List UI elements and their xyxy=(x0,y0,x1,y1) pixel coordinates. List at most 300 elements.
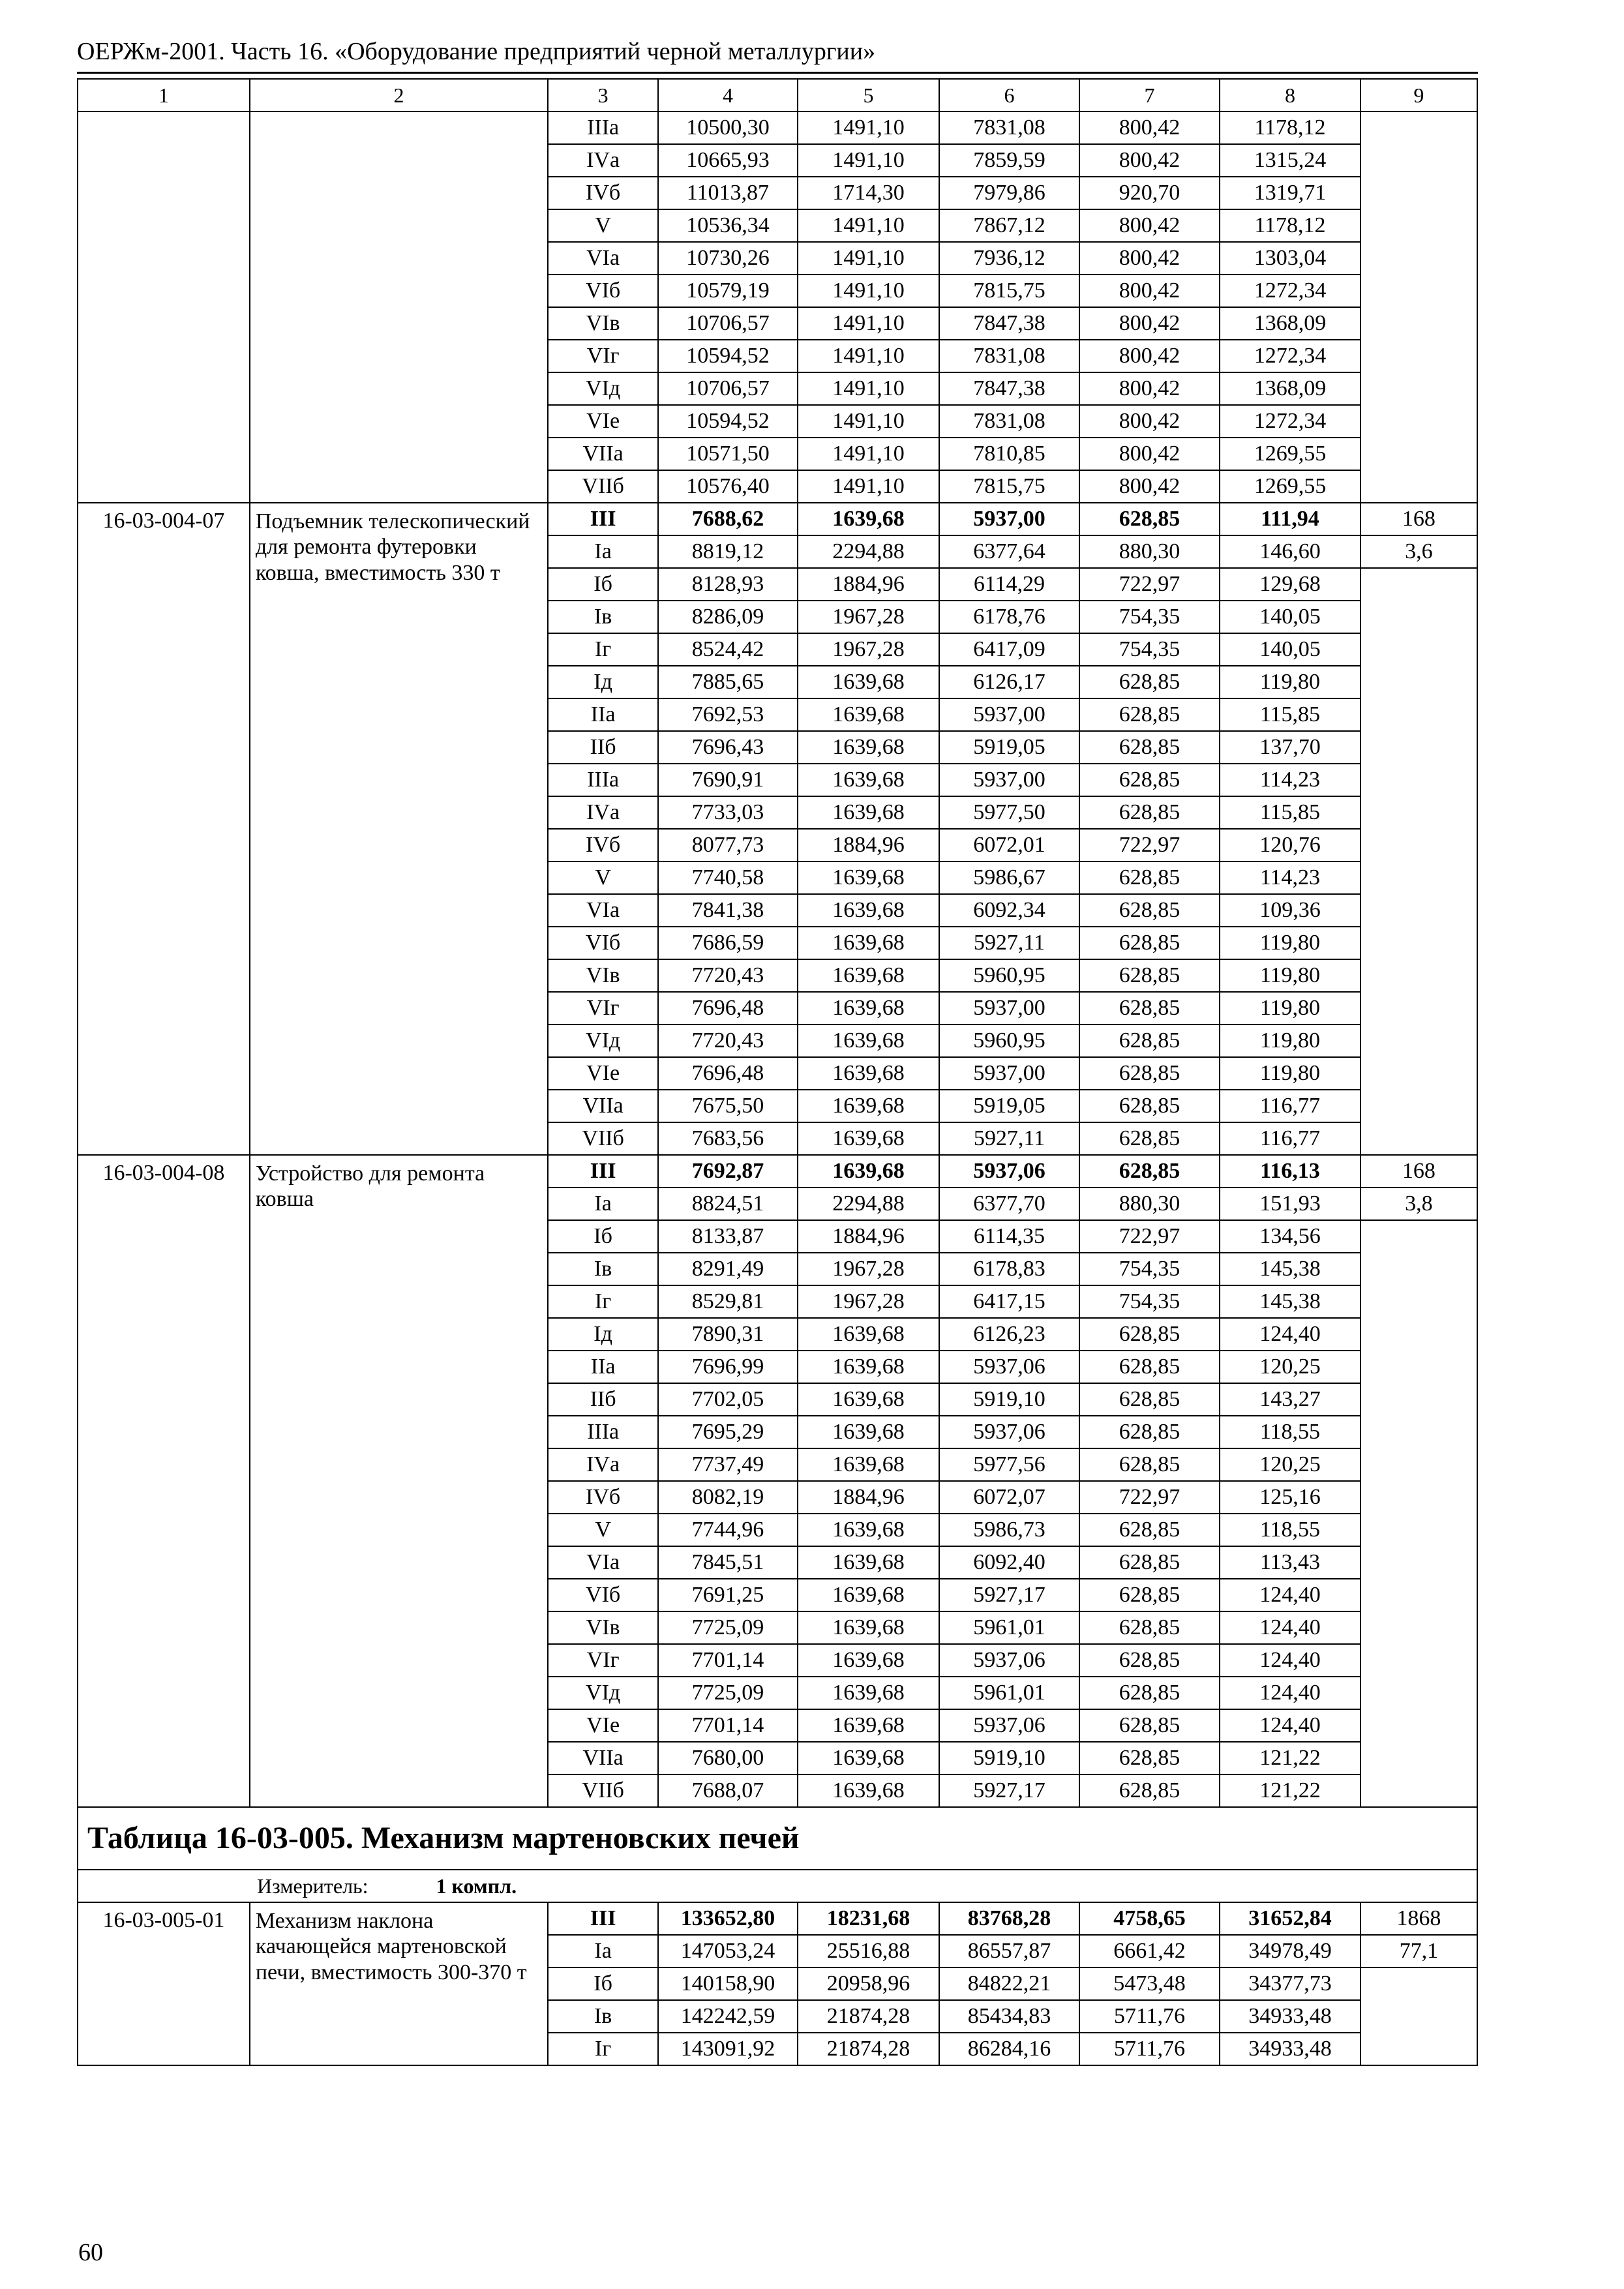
value-cell: 120,25 xyxy=(1220,1351,1361,1383)
value-cell: 722,97 xyxy=(1079,1481,1220,1514)
value-cell: 800,42 xyxy=(1079,438,1220,470)
zone-cell: IVа xyxy=(548,144,658,177)
zone-cell: Iг xyxy=(548,1285,658,1318)
value-cell: 86284,16 xyxy=(939,2033,1079,2065)
value-cell: 1178,12 xyxy=(1220,112,1361,144)
value-cell: 628,85 xyxy=(1079,1122,1220,1155)
zone-cell: Iв xyxy=(548,2000,658,2033)
value-cell: 628,85 xyxy=(1079,1677,1220,1709)
zone-cell: Iд xyxy=(548,1318,658,1351)
col9-coef: 77,1 xyxy=(1361,1935,1477,1967)
value-cell: 628,85 xyxy=(1079,1644,1220,1677)
value-cell: 5937,00 xyxy=(939,992,1079,1025)
value-cell: 5927,17 xyxy=(939,1774,1079,1807)
table-row xyxy=(78,144,1477,177)
zone-cell: Iг xyxy=(548,633,658,666)
value-cell: 5960,95 xyxy=(939,1025,1079,1057)
value-cell: 10730,26 xyxy=(658,242,797,275)
value-cell: 1491,10 xyxy=(798,340,940,372)
value-cell: 10594,52 xyxy=(658,340,797,372)
price-table xyxy=(77,78,1478,2066)
table-row xyxy=(78,275,1477,307)
value-cell: 1639,68 xyxy=(798,1579,940,1611)
value-cell: 7847,38 xyxy=(939,372,1079,405)
value-cell: 628,85 xyxy=(1079,698,1220,731)
value-cell: 115,85 xyxy=(1220,796,1361,829)
item-name: Механизм наклона качающейся мартеновской печи, вместимость 300-370 т xyxy=(250,1902,548,2065)
value-cell: 1967,28 xyxy=(798,1253,940,1285)
col9-cell xyxy=(1361,177,1477,209)
name-cell xyxy=(250,144,548,177)
value-cell: 1639,68 xyxy=(798,1448,940,1481)
value-cell: 1639,68 xyxy=(798,764,940,796)
column-number: 2 xyxy=(250,79,548,112)
code-cell xyxy=(78,307,250,340)
value-cell: 129,68 xyxy=(1220,568,1361,601)
name-cell xyxy=(250,112,548,144)
value-cell: 7810,85 xyxy=(939,438,1079,470)
value-cell: 920,70 xyxy=(1079,177,1220,209)
zone-cell: IIб xyxy=(548,731,658,764)
col9-value: 168 xyxy=(1361,503,1477,535)
value-cell: 7680,00 xyxy=(658,1742,797,1774)
value-cell: 1639,68 xyxy=(798,861,940,894)
code-cell xyxy=(78,372,250,405)
value-cell: 628,85 xyxy=(1079,1448,1220,1481)
value-cell: 1491,10 xyxy=(798,209,940,242)
value-cell: 5986,67 xyxy=(939,861,1079,894)
zone-cell: VIг xyxy=(548,1644,658,1677)
zone-cell: VIе xyxy=(548,1709,658,1742)
name-cell xyxy=(250,209,548,242)
item-code: 16-03-004-08 xyxy=(78,1155,250,1807)
value-cell: 5961,01 xyxy=(939,1611,1079,1644)
value-cell: 31652,84 xyxy=(1220,1902,1361,1935)
value-cell: 1368,09 xyxy=(1220,307,1361,340)
value-cell: 628,85 xyxy=(1079,1057,1220,1090)
value-cell: 7725,09 xyxy=(658,1611,797,1644)
name-cell xyxy=(250,177,548,209)
value-cell: 1714,30 xyxy=(798,177,940,209)
value-cell: 800,42 xyxy=(1079,405,1220,438)
value-cell: 7725,09 xyxy=(658,1677,797,1709)
zone-cell: VIг xyxy=(548,992,658,1025)
measure-value: 1 компл. xyxy=(436,1874,517,1898)
value-cell: 1639,68 xyxy=(798,1546,940,1579)
value-cell: 124,40 xyxy=(1220,1644,1361,1677)
value-cell: 1368,09 xyxy=(1220,372,1361,405)
value-cell: 754,35 xyxy=(1079,1285,1220,1318)
col9-cell xyxy=(1361,405,1477,438)
value-cell: 800,42 xyxy=(1079,340,1220,372)
value-cell: 7695,29 xyxy=(658,1416,797,1448)
value-cell: 880,30 xyxy=(1079,535,1220,568)
col9-cell xyxy=(1361,372,1477,405)
value-cell: 7720,43 xyxy=(658,959,797,992)
value-cell: 628,85 xyxy=(1079,1546,1220,1579)
code-cell xyxy=(78,242,250,275)
table-row xyxy=(78,242,1477,275)
zone-cell: VIIб xyxy=(548,1774,658,1807)
value-cell: 800,42 xyxy=(1079,112,1220,144)
value-cell: 800,42 xyxy=(1079,242,1220,275)
value-cell: 6417,09 xyxy=(939,633,1079,666)
table-body xyxy=(78,79,1477,2065)
name-cell xyxy=(250,438,548,470)
value-cell: 5927,11 xyxy=(939,927,1079,959)
value-cell: 119,80 xyxy=(1220,666,1361,698)
value-cell: 7686,59 xyxy=(658,927,797,959)
value-cell: 34933,48 xyxy=(1220,2033,1361,2065)
value-cell: 5919,05 xyxy=(939,731,1079,764)
value-cell: 6072,01 xyxy=(939,829,1079,861)
value-cell: 85434,83 xyxy=(939,2000,1079,2033)
value-cell: 7867,12 xyxy=(939,209,1079,242)
value-cell: 6126,17 xyxy=(939,666,1079,698)
value-cell: 8082,19 xyxy=(658,1481,797,1514)
value-cell: 628,85 xyxy=(1079,1318,1220,1351)
value-cell: 143,27 xyxy=(1220,1383,1361,1416)
value-cell: 7885,65 xyxy=(658,666,797,698)
zone-cell: Iб xyxy=(548,1967,658,2000)
measure-label: Измеритель: xyxy=(257,1874,368,1898)
table-row xyxy=(78,405,1477,438)
value-cell: 6114,35 xyxy=(939,1220,1079,1253)
value-cell: 628,85 xyxy=(1079,1742,1220,1774)
zone-cell: Iв xyxy=(548,601,658,633)
column-number: 3 xyxy=(548,79,658,112)
table-row xyxy=(78,209,1477,242)
value-cell: 7740,58 xyxy=(658,861,797,894)
value-cell: 1639,68 xyxy=(798,1644,940,1677)
value-cell: 1639,68 xyxy=(798,894,940,927)
zone-cell: Iб xyxy=(548,1220,658,1253)
value-cell: 628,85 xyxy=(1079,861,1220,894)
zone-cell: IVа xyxy=(548,796,658,829)
value-cell: 7744,96 xyxy=(658,1514,797,1546)
value-cell: 6072,07 xyxy=(939,1481,1079,1514)
value-cell: 120,25 xyxy=(1220,1448,1361,1481)
value-cell: 120,76 xyxy=(1220,829,1361,861)
value-cell: 6661,42 xyxy=(1079,1935,1220,1967)
code-cell xyxy=(78,144,250,177)
zone-cell: VIе xyxy=(548,1057,658,1090)
value-cell: 1639,68 xyxy=(798,927,940,959)
value-cell: 84822,21 xyxy=(939,1967,1079,2000)
value-cell: 1639,68 xyxy=(798,1677,940,1709)
value-cell: 628,85 xyxy=(1079,764,1220,796)
measure-row xyxy=(78,1870,1477,1902)
name-cell xyxy=(250,405,548,438)
col9-cell xyxy=(1361,438,1477,470)
value-cell: 5937,06 xyxy=(939,1416,1079,1448)
value-cell: 628,85 xyxy=(1079,1155,1220,1188)
value-cell: 1639,68 xyxy=(798,1416,940,1448)
value-cell: 1272,34 xyxy=(1220,340,1361,372)
value-cell: 2294,88 xyxy=(798,1188,940,1220)
zone-cell: III xyxy=(548,503,658,535)
zone-cell: III xyxy=(548,1902,658,1935)
value-cell: 116,77 xyxy=(1220,1122,1361,1155)
value-cell: 116,77 xyxy=(1220,1090,1361,1122)
value-cell: 5473,48 xyxy=(1079,1967,1220,2000)
value-cell: 20958,96 xyxy=(798,1967,940,2000)
value-cell: 4758,65 xyxy=(1079,1902,1220,1935)
col9-cell xyxy=(1361,340,1477,372)
value-cell: 143091,92 xyxy=(658,2033,797,2065)
column-number: 6 xyxy=(939,79,1079,112)
value-cell: 7831,08 xyxy=(939,340,1079,372)
value-cell: 628,85 xyxy=(1079,1709,1220,1742)
value-cell: 7692,53 xyxy=(658,698,797,731)
value-cell: 6092,40 xyxy=(939,1546,1079,1579)
value-cell: 142242,59 xyxy=(658,2000,797,2033)
value-cell: 124,40 xyxy=(1220,1709,1361,1742)
zone-cell: VIв xyxy=(548,1611,658,1644)
page-header: ОЕРЖм-2001. Часть 16. «Оборудование предприятий черной металлургии» xyxy=(77,38,876,65)
value-cell: 10571,50 xyxy=(658,438,797,470)
value-cell: 5919,10 xyxy=(939,1742,1079,1774)
value-cell: 5960,95 xyxy=(939,959,1079,992)
measure-cell xyxy=(78,1870,1477,1902)
value-cell: 1491,10 xyxy=(798,112,940,144)
value-cell: 800,42 xyxy=(1079,470,1220,503)
zone-cell: Iб xyxy=(548,568,658,601)
value-cell: 628,85 xyxy=(1079,796,1220,829)
value-cell: 10706,57 xyxy=(658,372,797,405)
value-cell: 1491,10 xyxy=(798,275,940,307)
value-cell: 800,42 xyxy=(1079,144,1220,177)
code-cell xyxy=(78,112,250,144)
value-cell: 114,23 xyxy=(1220,764,1361,796)
zone-cell: IIIа xyxy=(548,112,658,144)
value-cell: 628,85 xyxy=(1079,959,1220,992)
value-cell: 145,38 xyxy=(1220,1253,1361,1285)
value-cell: 5937,00 xyxy=(939,764,1079,796)
value-cell: 1491,10 xyxy=(798,438,940,470)
value-cell: 1639,68 xyxy=(798,1025,940,1057)
zone-cell: VIб xyxy=(548,275,658,307)
zone-cell: VIа xyxy=(548,894,658,927)
value-cell: 1639,68 xyxy=(798,1709,940,1742)
value-cell: 86557,87 xyxy=(939,1935,1079,1967)
value-cell: 113,43 xyxy=(1220,1546,1361,1579)
col9-cell xyxy=(1361,275,1477,307)
value-cell: 722,97 xyxy=(1079,829,1220,861)
value-cell: 7720,43 xyxy=(658,1025,797,1057)
value-cell: 1491,10 xyxy=(798,242,940,275)
value-cell: 11013,87 xyxy=(658,177,797,209)
value-cell: 628,85 xyxy=(1079,1416,1220,1448)
col9-empty xyxy=(1361,568,1477,1155)
value-cell: 10594,52 xyxy=(658,405,797,438)
col9-value: 1868 xyxy=(1361,1902,1477,1935)
value-cell: 2294,88 xyxy=(798,535,940,568)
zone-cell: IIа xyxy=(548,1351,658,1383)
value-cell: 116,13 xyxy=(1220,1155,1361,1188)
value-cell: 151,93 xyxy=(1220,1188,1361,1220)
value-cell: 7845,51 xyxy=(658,1546,797,1579)
col9-empty xyxy=(1361,1220,1477,1807)
col9-cell xyxy=(1361,307,1477,340)
header-rule xyxy=(77,72,1478,74)
zone-cell: V xyxy=(548,861,658,894)
value-cell: 134,56 xyxy=(1220,1220,1361,1253)
col9-cell xyxy=(1361,112,1477,144)
value-cell: 8077,73 xyxy=(658,829,797,861)
col9-cell xyxy=(1361,144,1477,177)
value-cell: 7831,08 xyxy=(939,405,1079,438)
column-number: 1 xyxy=(78,79,250,112)
value-cell: 7936,12 xyxy=(939,242,1079,275)
zone-cell: VIв xyxy=(548,959,658,992)
zone-cell: IVб xyxy=(548,1481,658,1514)
value-cell: 722,97 xyxy=(1079,568,1220,601)
value-cell: 119,80 xyxy=(1220,1025,1361,1057)
value-cell: 1639,68 xyxy=(798,796,940,829)
col9-empty xyxy=(1361,1967,1477,2065)
table-title-row xyxy=(78,1807,1477,1870)
value-cell: 124,40 xyxy=(1220,1318,1361,1351)
value-cell: 140,05 xyxy=(1220,601,1361,633)
value-cell: 6114,29 xyxy=(939,568,1079,601)
value-cell: 6178,76 xyxy=(939,601,1079,633)
value-cell: 754,35 xyxy=(1079,1253,1220,1285)
value-cell: 1639,68 xyxy=(798,698,940,731)
value-cell: 628,85 xyxy=(1079,731,1220,764)
name-cell xyxy=(250,340,548,372)
value-cell: 722,97 xyxy=(1079,1220,1220,1253)
value-cell: 8128,93 xyxy=(658,568,797,601)
item-name: Устройство для ремонта ковша xyxy=(250,1155,548,1807)
value-cell: 133652,80 xyxy=(658,1902,797,1935)
value-cell: 1639,68 xyxy=(798,1514,940,1546)
value-cell: 6178,83 xyxy=(939,1253,1079,1285)
value-cell: 628,85 xyxy=(1079,1383,1220,1416)
value-cell: 628,85 xyxy=(1079,992,1220,1025)
value-cell: 1269,55 xyxy=(1220,470,1361,503)
value-cell: 800,42 xyxy=(1079,372,1220,405)
value-cell: 5937,06 xyxy=(939,1709,1079,1742)
value-cell: 5986,73 xyxy=(939,1514,1079,1546)
value-cell: 5937,00 xyxy=(939,698,1079,731)
value-cell: 628,85 xyxy=(1079,503,1220,535)
code-cell xyxy=(78,405,250,438)
zone-cell: Iг xyxy=(548,2033,658,2065)
value-cell: 7815,75 xyxy=(939,470,1079,503)
column-number: 5 xyxy=(798,79,940,112)
value-cell: 115,85 xyxy=(1220,698,1361,731)
value-cell: 5937,00 xyxy=(939,503,1079,535)
value-cell: 1491,10 xyxy=(798,405,940,438)
zone-cell: VIд xyxy=(548,1677,658,1709)
value-cell: 124,40 xyxy=(1220,1677,1361,1709)
value-cell: 34933,48 xyxy=(1220,2000,1361,2033)
zone-cell: VIб xyxy=(548,1579,658,1611)
value-cell: 5937,06 xyxy=(939,1155,1079,1188)
column-number: 7 xyxy=(1079,79,1220,112)
value-cell: 34978,49 xyxy=(1220,1935,1361,1967)
value-cell: 754,35 xyxy=(1079,601,1220,633)
value-cell: 7701,14 xyxy=(658,1709,797,1742)
table-row xyxy=(78,372,1477,405)
value-cell: 146,60 xyxy=(1220,535,1361,568)
col9-coef: 3,8 xyxy=(1361,1188,1477,1220)
zone-cell: VIIб xyxy=(548,1122,658,1155)
value-cell: 5919,10 xyxy=(939,1383,1079,1416)
page-number: 60 xyxy=(78,2239,103,2266)
value-cell: 628,85 xyxy=(1079,666,1220,698)
name-cell xyxy=(250,307,548,340)
value-cell: 5977,56 xyxy=(939,1448,1079,1481)
value-cell: 1303,04 xyxy=(1220,242,1361,275)
value-cell: 1967,28 xyxy=(798,1285,940,1318)
value-cell: 628,85 xyxy=(1079,1025,1220,1057)
value-cell: 118,55 xyxy=(1220,1514,1361,1546)
value-cell: 7859,59 xyxy=(939,144,1079,177)
value-cell: 1319,71 xyxy=(1220,177,1361,209)
zone-cell: VIа xyxy=(548,242,658,275)
zone-cell: VIIа xyxy=(548,1090,658,1122)
value-cell: 800,42 xyxy=(1079,307,1220,340)
value-cell: 7733,03 xyxy=(658,796,797,829)
value-cell: 8291,49 xyxy=(658,1253,797,1285)
value-cell: 10500,30 xyxy=(658,112,797,144)
value-cell: 1639,68 xyxy=(798,1057,940,1090)
value-cell: 1639,68 xyxy=(798,1090,940,1122)
value-cell: 1491,10 xyxy=(798,372,940,405)
value-cell: 7688,62 xyxy=(658,503,797,535)
value-cell: 1967,28 xyxy=(798,633,940,666)
value-cell: 119,80 xyxy=(1220,959,1361,992)
value-cell: 121,22 xyxy=(1220,1774,1361,1807)
col9-coef: 3,6 xyxy=(1361,535,1477,568)
value-cell: 7690,91 xyxy=(658,764,797,796)
zone-cell: Iд xyxy=(548,666,658,698)
value-cell: 7737,49 xyxy=(658,1448,797,1481)
value-cell: 628,85 xyxy=(1079,1351,1220,1383)
value-cell: 5977,50 xyxy=(939,796,1079,829)
value-cell: 7691,25 xyxy=(658,1579,797,1611)
value-cell: 21874,28 xyxy=(798,2000,940,2033)
value-cell: 10576,40 xyxy=(658,470,797,503)
value-cell: 140158,90 xyxy=(658,1967,797,2000)
value-cell: 1884,96 xyxy=(798,568,940,601)
zone-cell: Iв xyxy=(548,1253,658,1285)
table-row xyxy=(78,112,1477,144)
table-title: Таблица 16-03-005. Механизм мартеновских печей xyxy=(78,1807,1477,1870)
zone-cell: IIIа xyxy=(548,764,658,796)
value-cell: 119,80 xyxy=(1220,1057,1361,1090)
table-row xyxy=(78,1155,1477,1188)
column-number: 4 xyxy=(658,79,797,112)
value-cell: 10579,19 xyxy=(658,275,797,307)
value-cell: 25516,88 xyxy=(798,1935,940,1967)
zone-cell: Iа xyxy=(548,535,658,568)
value-cell: 5711,76 xyxy=(1079,2000,1220,2033)
table-row xyxy=(78,503,1477,535)
value-cell: 7696,48 xyxy=(658,992,797,1025)
value-cell: 7841,38 xyxy=(658,894,797,927)
value-cell: 1315,24 xyxy=(1220,144,1361,177)
value-cell: 5927,11 xyxy=(939,1122,1079,1155)
value-cell: 628,85 xyxy=(1079,1090,1220,1122)
zone-cell: V xyxy=(548,1514,658,1546)
value-cell: 1178,12 xyxy=(1220,209,1361,242)
value-cell: 628,85 xyxy=(1079,894,1220,927)
value-cell: 1491,10 xyxy=(798,144,940,177)
value-cell: 1639,68 xyxy=(798,503,940,535)
